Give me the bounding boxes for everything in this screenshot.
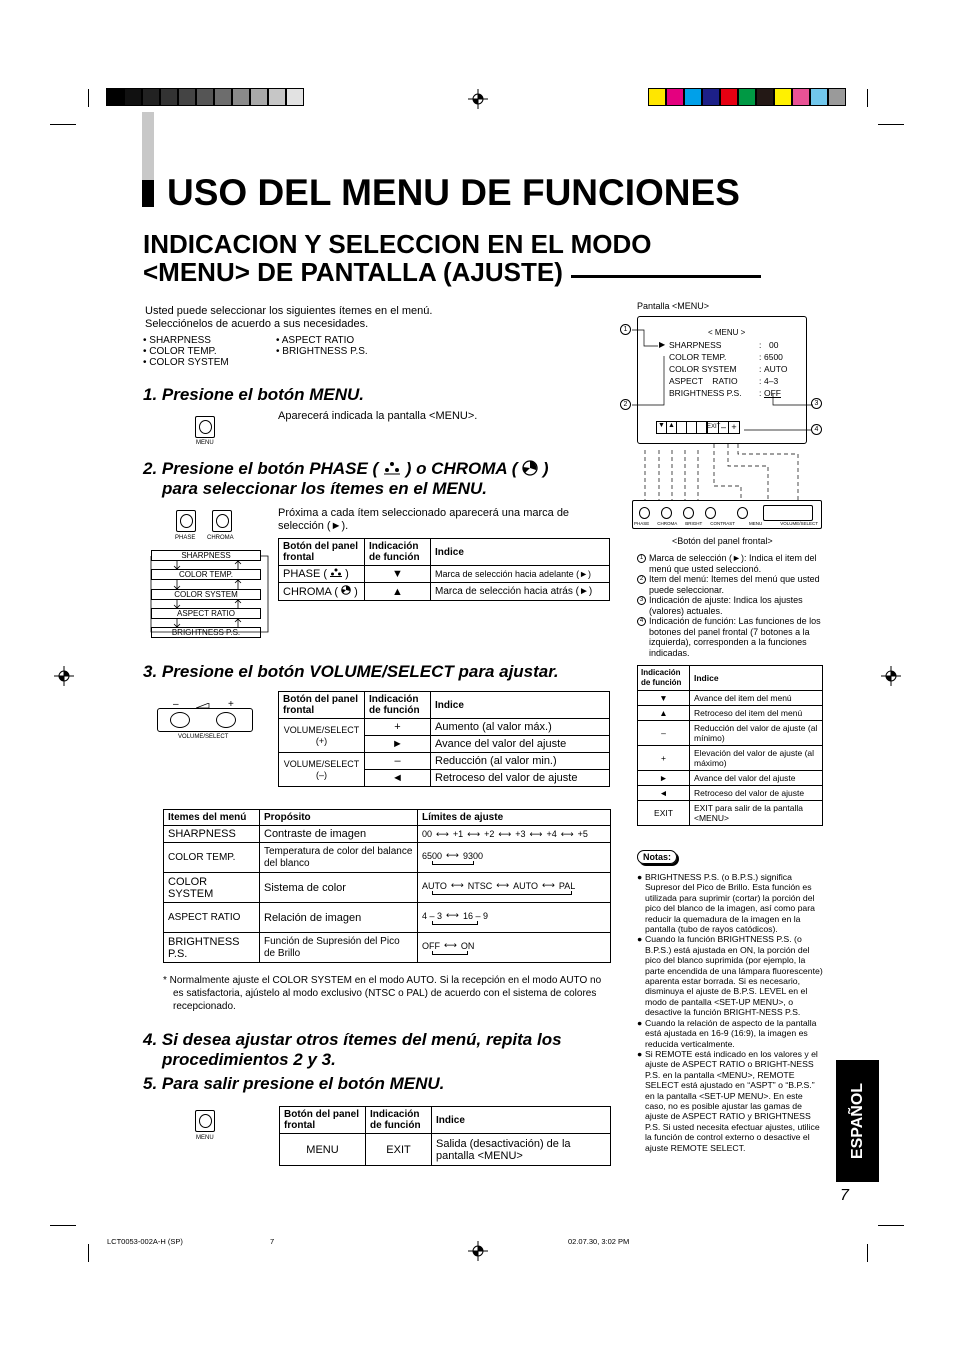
table-cell: Contraste de imagen — [260, 826, 418, 843]
table-cell: Función de Supresión del Pico de Brillo — [260, 933, 418, 963]
table-row — [279, 566, 610, 583]
intro-list-item: • SHARPNESS — [143, 335, 211, 346]
table-cell: Salida (desactivación) de la pantalla <MENU> — [432, 1134, 611, 1166]
col-header: Indice — [431, 539, 610, 566]
panel-caption: <Botón del panel frontal> — [672, 536, 773, 546]
step1-text: Aparecerá indicada la pantalla <MENU>. — [278, 410, 478, 422]
menu-button-label: MENU — [196, 440, 214, 446]
table-cell: Sistema de color — [260, 873, 418, 903]
crop-mark — [878, 1225, 904, 1226]
legend-number: 4 — [637, 617, 646, 626]
menu-item-colon: : — [759, 352, 762, 362]
panel-label: CONTRAST — [710, 521, 736, 526]
limit-value: PAL — [558, 880, 576, 891]
callout-number: 2 — [620, 399, 631, 410]
limits-cell — [418, 873, 611, 903]
color-swatch — [720, 88, 738, 106]
cell-text: ) — [345, 568, 349, 580]
double-arrow-icon: ⟷ — [496, 880, 510, 890]
gray-swatch — [178, 88, 196, 106]
chroma-button-label: CHROMA — [207, 535, 234, 541]
table-cell: – — [365, 753, 431, 770]
panel-label: BRIGHT — [685, 521, 703, 526]
phase-icon — [383, 461, 401, 475]
color-swatch — [648, 88, 666, 106]
table-row — [638, 771, 823, 786]
volume-minus-knob — [170, 712, 190, 728]
menu-button-icon — [195, 1110, 215, 1132]
volume-select-button — [157, 708, 253, 732]
table-cell: ▲ — [638, 706, 690, 721]
callout-number: 4 — [811, 424, 822, 435]
color-swatch — [774, 88, 792, 106]
menu-item-colon: : — [759, 376, 762, 386]
front-panel — [632, 500, 822, 529]
menu-button-label: MENU — [196, 1135, 214, 1141]
section-title-line2: <MENU> DE PANTALLA (AJUSTE) — [143, 257, 563, 287]
phase-button-icon — [176, 510, 196, 532]
gray-swatch — [160, 88, 178, 106]
double-arrow-icon: ⟷ — [446, 850, 459, 860]
plus-label: + — [228, 699, 234, 710]
double-arrow-icon: ⟷ — [467, 828, 481, 839]
double-arrow-icon: ⟷ — [529, 828, 543, 839]
panel-labels — [634, 521, 818, 526]
table-cell: VOLUME/SELECT (–) — [279, 753, 365, 787]
step4-heading: 4. Si desea ajustar otros ítemes del menú, repita los — [143, 1030, 562, 1049]
step5-table — [279, 1106, 611, 1166]
limits-range — [422, 940, 606, 951]
intro-list-item: • COLOR TEMP. — [143, 346, 217, 357]
table-cell: EXIT — [638, 801, 690, 826]
limit-value: +4 — [546, 829, 557, 839]
color-swatch — [666, 88, 684, 106]
table-cell: ► — [365, 736, 431, 753]
gray-swatch — [142, 88, 160, 106]
section-title-line1: INDICACION Y SELECCION EN EL MODO — [143, 229, 652, 259]
col-header: Botón del panel frontal — [280, 1107, 366, 1134]
gray-swatch — [250, 88, 268, 106]
bullet-icon: ● — [637, 934, 643, 945]
panel-label: VOLUME/SELECT — [780, 521, 819, 526]
callout-lines — [628, 326, 818, 516]
table-cell: ▲ — [365, 583, 431, 601]
legend-text: Indicación de ajuste: Indica los ajustes (valores) actuales. — [649, 595, 803, 616]
double-arrow-icon: ⟷ — [444, 940, 457, 950]
section-title-line2-wrap — [143, 258, 761, 286]
note-item — [637, 872, 824, 934]
table-cell: Retroceso del valor de ajuste — [431, 770, 610, 787]
loop-line — [432, 891, 572, 895]
table-cell: EXIT — [366, 1134, 432, 1166]
panel-knob — [683, 507, 694, 519]
color-swatch — [738, 88, 756, 106]
double-arrow-icon: ⟷ — [560, 828, 574, 839]
menu-item-colon: : — [759, 340, 762, 350]
callout-number: 3 — [811, 398, 822, 409]
notes-label: Notas: — [637, 850, 677, 864]
table-cell: Relación de imagen — [260, 903, 418, 933]
limit-value: 16 – 9 — [462, 910, 488, 921]
col-header: Indice — [690, 666, 823, 691]
table-cell: ▼ — [365, 566, 431, 583]
legend-number: 3 — [637, 596, 646, 605]
cell-text: ) — [354, 586, 358, 598]
registration-target-icon — [468, 89, 488, 109]
crop-mark — [88, 89, 89, 107]
panel-knob — [639, 507, 650, 519]
function-table — [637, 665, 823, 826]
limit-value: ON — [460, 940, 475, 951]
registration-target-icon — [468, 1241, 488, 1261]
phase-icon — [330, 568, 342, 577]
items-table — [163, 809, 611, 963]
table-cell: COLOR SYSTEM — [164, 873, 260, 903]
limits-range — [422, 850, 606, 861]
col-header: Itemes del menú — [164, 810, 260, 826]
limit-value: OFF — [422, 940, 440, 951]
intro-list-item: • COLOR SYSTEM — [143, 357, 229, 368]
table-cell: Retroceso del item del menú — [690, 706, 823, 721]
table-cell: Reducción (al valor min.) — [431, 753, 610, 770]
step5-heading: 5. Para salir presione el botón MENU. — [143, 1074, 445, 1093]
page-title: USO DEL MENU DE FUNCIONES — [167, 172, 740, 213]
color-swatch — [828, 88, 846, 106]
table-row — [638, 691, 823, 706]
menu-item-colon: : — [759, 364, 762, 374]
table-cell: BRIGHTNESS P.S. — [164, 933, 260, 963]
table-row — [279, 753, 610, 770]
crop-mark — [50, 124, 76, 125]
limit-value: NTSC — [467, 880, 493, 891]
gray-swatch — [214, 88, 232, 106]
col-header: Botón del panel frontal — [279, 692, 365, 719]
legend-text: Marca de selección (►): Indica el item del menú que usted seleccionó. — [649, 553, 817, 574]
footer-code: LCT0053-002A-H (SP) — [107, 1237, 183, 1246]
table-cell: Avance del valor del ajuste — [690, 771, 823, 786]
limit-value: AUTO — [513, 880, 538, 891]
registration-target-icon — [54, 666, 74, 686]
crop-mark — [867, 89, 868, 107]
loop-line — [432, 951, 468, 955]
step2-table — [278, 538, 610, 601]
panel-knob — [737, 507, 748, 519]
chroma-icon — [522, 460, 538, 476]
intro-text — [145, 305, 475, 331]
table-cell: Marca de selección hacia atrás (►) — [431, 583, 610, 601]
note-text: BRIGHTNESS P.S. (o B.P.S.) significa Supresor del Pico de Brillo. Esta función es utilizada para suprimir (cortar) la porción del pico del blanco de la imagen, así como para reducir la quemadura de la imagen en la pantalla (tubo de rayos catódicos). — [645, 872, 815, 935]
step2-heading-part: ) o CHROMA ( — [405, 459, 518, 478]
menu-button-icon — [195, 416, 215, 438]
legend-number: 1 — [637, 554, 646, 563]
table-cell: SHARPNESS — [164, 826, 260, 843]
panel-knob — [705, 507, 716, 519]
page-number: 7 — [840, 1187, 849, 1204]
step2-heading — [143, 459, 549, 479]
table-row — [280, 1134, 611, 1166]
legend-text: Indicación de función: Las funciones de los botones del panel frontal (7 botones a la izquierda), corresponden a la funciones indicadas. — [649, 616, 821, 658]
limits-cell — [418, 826, 611, 843]
limit-value: +5 — [577, 829, 588, 839]
col-header: Indicación de función — [365, 692, 431, 719]
note-text: Cuando la función BRIGHTNESS P.S. (o B.P.S.) está ajustada en ON, la porción del pico del blanco suprimida (por ejemplo, la parte encendida de una lámpara fluorescente) aparenta estar borrada. Si es necesario, disminuya el ajuste de B.P.S. LEVEL en el modo de pantalla <SET-UP MENU>, o desactive la función BRIGHT-NESS P.S. — [645, 934, 823, 1018]
limit-value: 4 – 3 — [422, 910, 443, 921]
table-cell: Avance del item del menú — [690, 691, 823, 706]
double-arrow-icon: ⟷ — [446, 910, 459, 920]
panel-label: PHASE — [634, 521, 650, 526]
footnote: * Normalmente ajuste el COLOR SYSTEM en el modo AUTO. Si la recepción en el modo AUTO no es satisfactoria, ajústelo al modo exclusivo (NTSC o PAL) de acuerdo con el sistema de colores recepcionado. — [163, 975, 602, 1012]
limit-value: 9300 — [462, 850, 483, 861]
callout-number: 1 — [620, 324, 631, 335]
table-cell: ▼ — [638, 691, 690, 706]
legend — [637, 553, 825, 658]
note-text: Cuando la relación de aspecto de la pantalla está ajustada en 16-9 (16:9), la imagen es reducida verticalmente. — [645, 1017, 817, 1049]
footer-date: 02.07.30, 3:02 PM — [568, 1237, 630, 1246]
color-swatch — [810, 88, 828, 106]
menu-item-value: 00 — [769, 340, 779, 350]
color-swatch — [756, 88, 774, 106]
table-cell: Temperatura de color del balance del blanco — [260, 843, 418, 873]
limits-range — [422, 829, 606, 840]
volume-plus-knob — [216, 712, 236, 728]
gray-swatch — [124, 88, 142, 106]
gray-swatch — [268, 88, 286, 106]
crop-mark — [50, 1225, 76, 1226]
menu-item-colon: : — [759, 388, 762, 398]
col-header: Indicación de función — [366, 1107, 432, 1134]
table-cell: ASPECT RATIO — [164, 903, 260, 933]
col-header: Indice — [432, 1107, 611, 1134]
intro-list-item: • ASPECT RATIO — [276, 335, 355, 346]
table-cell — [279, 566, 365, 583]
intro-list-item: • BRIGHTNESS P.S. — [276, 346, 368, 357]
table-row — [638, 706, 823, 721]
col-header: Indicación de función — [638, 666, 690, 691]
color-swatch — [702, 88, 720, 106]
step1-heading: 1. Presione el botón MENU. — [143, 385, 365, 404]
menu-item-value: OFF — [764, 388, 781, 398]
table-cell: Marca de selección hacia adelante (►) — [431, 566, 610, 583]
menu-item-value: AUTO — [764, 364, 788, 374]
note-text: Si REMOTE está indicado en los valores y el ajuste de ASPECT RATIO o BRIGHT-NESS P.S. en la pantalla <MENU>, REMOTE SELECT está ajustado en “ASPT” o “B.P.S.” en la pantalla <SET-UP MENU>. En este caso, no es posible ajustar las gamas de ajuste de ASPECT RATIO y BRIGHTNESS P.S. Si usted necesita efectuar ajustes, utilice la función de control externo o desactive el ajuste REMOTE SELECT. — [645, 1048, 820, 1153]
plus-icon: + — [731, 422, 737, 432]
table-cell: + — [365, 719, 431, 736]
col-header: Botón del panel frontal — [279, 539, 365, 566]
col-header: Indice — [431, 692, 610, 719]
table-row — [164, 933, 611, 963]
double-arrow-icon: ⟷ — [542, 880, 555, 890]
flow-arrows-icon — [143, 548, 273, 640]
table-row — [638, 786, 823, 801]
step3-heading: 3. Presione el botón VOLUME/SELECT para ajustar. — [143, 662, 559, 681]
screen-caption: Pantalla <MENU> — [637, 301, 710, 311]
table-row — [638, 746, 823, 771]
flow-item: COLOR SYSTEM — [151, 589, 261, 600]
limit-value: 6500 — [422, 850, 443, 861]
double-arrow-icon: ⟷ — [436, 828, 449, 839]
panel-volume-knobs — [763, 505, 813, 521]
crop-mark — [867, 1244, 868, 1262]
menu-item-name: SHARPNESS — [669, 340, 722, 350]
table-row — [164, 873, 611, 903]
table-cell: + — [638, 746, 690, 771]
chroma-icon — [341, 585, 351, 595]
menu-item-name: COLOR TEMP. — [669, 352, 727, 362]
legend-item — [637, 553, 825, 574]
step4-heading-line2: procedimientos 2 y 3. — [162, 1050, 336, 1069]
panel-label: CHROMA — [657, 521, 678, 526]
table-cell: EXIT para salir de la pantalla <MENU> — [690, 801, 823, 826]
col-header: Indicación de función — [365, 539, 431, 566]
crop-mark — [878, 124, 904, 125]
legend-item — [637, 595, 825, 616]
table-row — [279, 719, 610, 736]
table-row — [638, 721, 823, 746]
limit-value: AUTO — [422, 880, 447, 891]
double-arrow-icon: ⟷ — [498, 828, 512, 839]
title-marker — [142, 180, 154, 207]
gray-swatch — [196, 88, 214, 106]
registration-target-icon — [881, 666, 901, 686]
flow-item: ASPECT RATIO — [151, 608, 261, 619]
limit-value: 00 — [422, 829, 433, 839]
table-row — [638, 801, 823, 826]
col-header: Propósito — [260, 810, 418, 826]
language-tab — [836, 1060, 879, 1182]
limits-cell — [418, 933, 611, 963]
bullet-icon: ● — [637, 1017, 643, 1028]
phase-button-label: PHASE — [175, 535, 196, 541]
col-header: Límites de ajuste — [418, 810, 611, 826]
legend-number: 2 — [637, 575, 646, 584]
flow-item: COLOR TEMP. — [151, 569, 261, 580]
minus-icon: – — [719, 422, 729, 433]
legend-text: Item del menú: Itemes del menú que usted puede seleccionar. — [649, 574, 820, 595]
menu-item-name: BRIGHTNESS P.S. — [669, 388, 742, 398]
table-cell: Aumento (al valor máx.) — [431, 719, 610, 736]
intro-list-col2 — [276, 335, 368, 357]
volume-select-label: VOLUME/SELECT — [178, 734, 229, 740]
step2-heading-part: ) — [542, 459, 549, 478]
step2-heading-line2: para seleccionar los ítemes en el MENU. — [162, 479, 488, 498]
table-cell: Elevación del valor de ajuste (al máximo) — [690, 746, 823, 771]
limits-range — [422, 880, 606, 891]
bullet-icon: ● — [637, 872, 643, 882]
note-item — [637, 934, 824, 1017]
table-row — [279, 583, 610, 601]
table-row — [164, 826, 611, 843]
chroma-button-icon — [212, 510, 232, 532]
gray-swatch — [232, 88, 250, 106]
footer-page: 7 — [270, 1237, 275, 1246]
intro-list-col1 — [143, 335, 229, 368]
menu-screen-title: < MENU > — [708, 328, 746, 337]
legend-item — [637, 574, 825, 595]
limits-range — [422, 910, 606, 921]
up-icon: ▲ — [667, 422, 677, 433]
table-cell: Reducción del valor de ajuste (al mínimo) — [690, 721, 823, 746]
panel-knob — [661, 507, 672, 519]
color-swatch — [792, 88, 810, 106]
flow-item: BRIGHTNESS P.S. — [151, 627, 261, 638]
table-row — [164, 903, 611, 933]
bullet-icon: ● — [637, 1048, 643, 1059]
table-cell: COLOR TEMP. — [164, 843, 260, 873]
menu-item-name: COLOR SYSTEM — [669, 364, 737, 374]
gray-swatch — [106, 88, 124, 106]
title-rule — [571, 275, 761, 278]
limits-cell — [418, 843, 611, 873]
intro-line: Usted puede seleccionar los siguientes ítemes en el menú. — [145, 305, 433, 317]
table-cell: MENU — [280, 1134, 366, 1166]
note-item — [637, 1049, 824, 1153]
limit-value: +3 — [515, 829, 526, 839]
gray-swatch — [286, 88, 304, 106]
selection-marker-icon: ▶ — [659, 340, 666, 349]
color-swatch — [684, 88, 702, 106]
menu-item-value: 4–3 — [764, 376, 779, 386]
loop-line — [432, 921, 478, 925]
cell-text: PHASE ( — [283, 568, 328, 580]
step2-heading-part: 2. Presione el botón PHASE ( — [143, 459, 379, 478]
exit-cell: EXIT — [707, 422, 719, 433]
menu-item-value: 6500 — [764, 352, 783, 362]
minus-label: – — [173, 699, 179, 710]
cell-text: CHROMA ( — [283, 586, 338, 598]
note-item — [637, 1018, 824, 1049]
crop-mark — [88, 1244, 89, 1262]
section-title — [143, 230, 761, 286]
table-cell: ◄ — [365, 770, 431, 787]
table-cell: ► — [638, 771, 690, 786]
language-tab-label: ESPAÑOL — [848, 1082, 866, 1160]
table-cell: – — [638, 721, 690, 746]
table-cell: Retroceso del valor de ajuste — [690, 786, 823, 801]
limits-cell — [418, 903, 611, 933]
table-row — [164, 843, 611, 873]
step2-text: Próxima a cada ítem seleccionado aparecerá una marca de selección (►). — [278, 507, 570, 532]
panel-label: MENU — [749, 521, 763, 526]
menu-item-name: ASPECT RATIO — [669, 376, 738, 386]
table-cell: Avance del valor del ajuste — [431, 736, 610, 753]
table-cell: VOLUME/SELECT (+) — [279, 719, 365, 753]
down-icon: ▼ — [657, 422, 667, 433]
table-cell — [279, 583, 365, 601]
loop-line — [432, 861, 474, 865]
step3-table — [278, 691, 610, 787]
limit-value: +2 — [484, 829, 495, 839]
double-arrow-icon: ⟷ — [450, 880, 464, 890]
intro-line: Selecciónelos de acuerdo a sus necesidades. — [145, 318, 369, 330]
flow-item: SHARPNESS — [151, 550, 261, 561]
table-cell: ◄ — [638, 786, 690, 801]
legend-item — [637, 616, 825, 658]
limit-value: +1 — [452, 829, 464, 839]
notes-list — [637, 872, 824, 1153]
